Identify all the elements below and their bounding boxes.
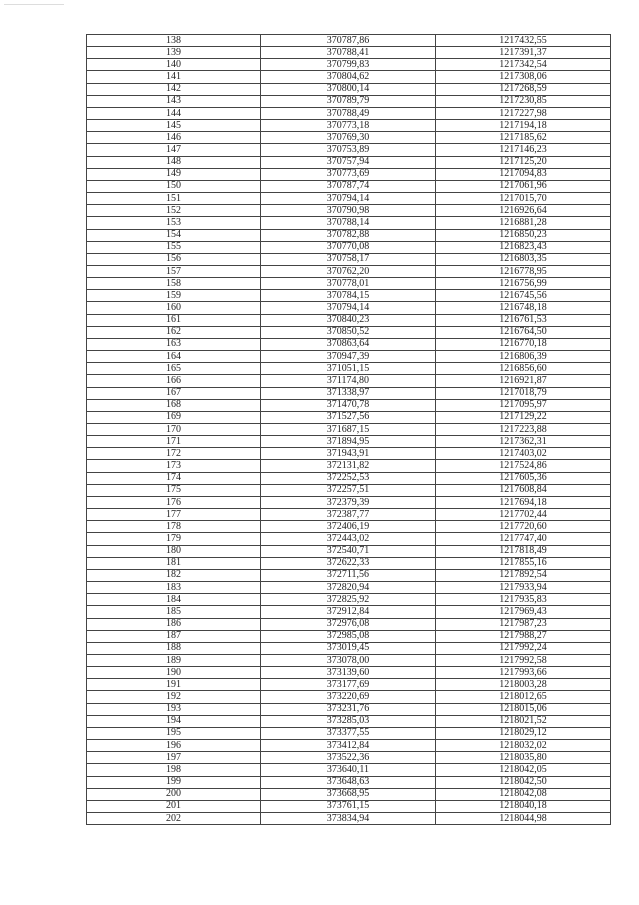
table-row (87, 399, 611, 411)
y-coordinate-cell: 1216748,18 (436, 302, 611, 314)
y-coordinate-cell: 1217892,54 (436, 569, 611, 581)
x-coordinate-cell: 372622,33 (261, 557, 436, 569)
y-coordinate-cell: 1218042,05 (436, 764, 611, 776)
coordinates-table-body (87, 35, 611, 825)
table-row (87, 484, 611, 496)
x-coordinate-cell: 370784,15 (261, 290, 436, 302)
y-coordinate-cell: 1217818,49 (436, 545, 611, 557)
y-coordinate-cell: 1217993,66 (436, 667, 611, 679)
x-coordinate-cell: 372406,19 (261, 521, 436, 533)
x-coordinate-cell: 370850,52 (261, 326, 436, 338)
x-coordinate-cell: 373177,69 (261, 679, 436, 691)
point-number-cell: 166 (87, 375, 261, 387)
x-coordinate-cell: 371338,97 (261, 387, 436, 399)
x-coordinate-cell: 370788,49 (261, 107, 436, 119)
x-coordinate-cell: 370799,83 (261, 59, 436, 71)
table-row (87, 472, 611, 484)
table-row (87, 156, 611, 168)
y-coordinate-cell: 1218012,65 (436, 691, 611, 703)
y-coordinate-cell: 1217018,79 (436, 387, 611, 399)
point-number-cell: 169 (87, 411, 261, 423)
y-coordinate-cell: 1217747,40 (436, 533, 611, 545)
table-row (87, 436, 611, 448)
y-coordinate-cell: 1217185,62 (436, 132, 611, 144)
point-number-cell: 194 (87, 715, 261, 727)
point-number-cell: 150 (87, 180, 261, 192)
x-coordinate-cell: 373668,95 (261, 788, 436, 800)
point-number-cell: 162 (87, 326, 261, 338)
y-coordinate-cell: 1217230,85 (436, 95, 611, 107)
table-row (87, 521, 611, 533)
table-row (87, 314, 611, 326)
point-number-cell: 154 (87, 229, 261, 241)
x-coordinate-cell: 370788,14 (261, 217, 436, 229)
table-row (87, 59, 611, 71)
y-coordinate-cell: 1217125,20 (436, 156, 611, 168)
y-coordinate-cell: 1218042,08 (436, 788, 611, 800)
point-number-cell: 177 (87, 509, 261, 521)
y-coordinate-cell: 1216761,53 (436, 314, 611, 326)
y-coordinate-cell: 1216823,43 (436, 241, 611, 253)
point-number-cell: 140 (87, 59, 261, 71)
y-coordinate-cell: 1216764,50 (436, 326, 611, 338)
x-coordinate-cell: 372976,08 (261, 618, 436, 630)
x-coordinate-cell: 372540,71 (261, 545, 436, 557)
table-row (87, 95, 611, 107)
table-row (87, 545, 611, 557)
y-coordinate-cell: 1218015,06 (436, 703, 611, 715)
x-coordinate-cell: 370800,14 (261, 83, 436, 95)
point-number-cell: 141 (87, 71, 261, 83)
table-row (87, 351, 611, 363)
y-coordinate-cell: 1217094,83 (436, 168, 611, 180)
point-number-cell: 179 (87, 533, 261, 545)
y-coordinate-cell: 1218003,28 (436, 679, 611, 691)
point-number-cell: 139 (87, 47, 261, 59)
table-row (87, 582, 611, 594)
table-row (87, 813, 611, 825)
point-number-cell: 143 (87, 95, 261, 107)
table-row (87, 120, 611, 132)
table-row (87, 229, 611, 241)
table-row (87, 253, 611, 265)
table-row (87, 326, 611, 338)
y-coordinate-cell: 1217988,27 (436, 630, 611, 642)
y-coordinate-cell: 1216745,56 (436, 290, 611, 302)
table-row (87, 557, 611, 569)
x-coordinate-cell: 371051,15 (261, 363, 436, 375)
y-coordinate-cell: 1218042,50 (436, 776, 611, 788)
point-number-cell: 175 (87, 484, 261, 496)
y-coordinate-cell: 1216770,18 (436, 338, 611, 350)
x-coordinate-cell: 371687,15 (261, 424, 436, 436)
point-number-cell: 202 (87, 813, 261, 825)
x-coordinate-cell: 373377,55 (261, 727, 436, 739)
x-coordinate-cell: 373834,94 (261, 813, 436, 825)
point-number-cell: 186 (87, 618, 261, 630)
x-coordinate-cell: 370788,41 (261, 47, 436, 59)
y-coordinate-cell: 1218040,18 (436, 800, 611, 812)
point-number-cell: 165 (87, 363, 261, 375)
table-row (87, 460, 611, 472)
point-number-cell: 192 (87, 691, 261, 703)
x-coordinate-cell: 373220,69 (261, 691, 436, 703)
x-coordinate-cell: 370773,18 (261, 120, 436, 132)
table-row (87, 606, 611, 618)
x-coordinate-cell: 370762,20 (261, 265, 436, 277)
point-number-cell: 189 (87, 654, 261, 666)
x-coordinate-cell: 373412,84 (261, 740, 436, 752)
point-number-cell: 151 (87, 193, 261, 205)
table-row (87, 800, 611, 812)
table-row (87, 83, 611, 95)
table-row (87, 168, 611, 180)
x-coordinate-cell: 370794,14 (261, 193, 436, 205)
y-coordinate-cell: 1217362,31 (436, 436, 611, 448)
table-row (87, 107, 611, 119)
point-number-cell: 180 (87, 545, 261, 557)
table-row (87, 776, 611, 788)
x-coordinate-cell: 370789,79 (261, 95, 436, 107)
table-row (87, 375, 611, 387)
y-coordinate-cell: 1217608,84 (436, 484, 611, 496)
point-number-cell: 184 (87, 594, 261, 606)
y-coordinate-cell: 1216850,23 (436, 229, 611, 241)
table-row (87, 132, 611, 144)
y-coordinate-cell: 1217061,96 (436, 180, 611, 192)
y-coordinate-cell: 1216778,95 (436, 265, 611, 277)
x-coordinate-cell: 370778,01 (261, 278, 436, 290)
coordinates-table (86, 34, 611, 825)
x-coordinate-cell: 370840,23 (261, 314, 436, 326)
table-row (87, 764, 611, 776)
x-coordinate-cell: 372711,56 (261, 569, 436, 581)
table-row (87, 278, 611, 290)
x-coordinate-cell: 370947,39 (261, 351, 436, 363)
point-number-cell: 181 (87, 557, 261, 569)
table-row (87, 740, 611, 752)
point-number-cell: 148 (87, 156, 261, 168)
table-row (87, 654, 611, 666)
y-coordinate-cell: 1216756,99 (436, 278, 611, 290)
point-number-cell: 170 (87, 424, 261, 436)
y-coordinate-cell: 1217308,06 (436, 71, 611, 83)
y-coordinate-cell: 1216856,60 (436, 363, 611, 375)
point-number-cell: 171 (87, 436, 261, 448)
table-row (87, 387, 611, 399)
x-coordinate-cell: 371527,56 (261, 411, 436, 423)
y-coordinate-cell: 1218035,80 (436, 752, 611, 764)
y-coordinate-cell: 1217933,94 (436, 582, 611, 594)
table-row (87, 509, 611, 521)
point-number-cell: 185 (87, 606, 261, 618)
x-coordinate-cell: 370787,86 (261, 35, 436, 47)
table-row (87, 217, 611, 229)
point-number-cell: 157 (87, 265, 261, 277)
table-row (87, 667, 611, 679)
x-coordinate-cell: 373640,11 (261, 764, 436, 776)
x-coordinate-cell: 372387,77 (261, 509, 436, 521)
y-coordinate-cell: 1217855,16 (436, 557, 611, 569)
point-number-cell: 188 (87, 642, 261, 654)
point-number-cell: 187 (87, 630, 261, 642)
point-number-cell: 190 (87, 667, 261, 679)
x-coordinate-cell: 370757,94 (261, 156, 436, 168)
table-row (87, 788, 611, 800)
point-number-cell: 200 (87, 788, 261, 800)
x-coordinate-cell: 370782,88 (261, 229, 436, 241)
table-row (87, 35, 611, 47)
x-coordinate-cell: 371943,91 (261, 448, 436, 460)
table-row (87, 363, 611, 375)
table-row (87, 193, 611, 205)
point-number-cell: 155 (87, 241, 261, 253)
y-coordinate-cell: 1217720,60 (436, 521, 611, 533)
y-coordinate-cell: 1217194,18 (436, 120, 611, 132)
point-number-cell: 193 (87, 703, 261, 715)
x-coordinate-cell: 373139,60 (261, 667, 436, 679)
x-coordinate-cell: 370790,98 (261, 205, 436, 217)
x-coordinate-cell: 373648,63 (261, 776, 436, 788)
x-coordinate-cell: 372252,53 (261, 472, 436, 484)
x-coordinate-cell: 372131,82 (261, 460, 436, 472)
table-row (87, 265, 611, 277)
point-number-cell: 163 (87, 338, 261, 350)
point-number-cell: 149 (87, 168, 261, 180)
table-row (87, 752, 611, 764)
point-number-cell: 147 (87, 144, 261, 156)
y-coordinate-cell: 1216926,64 (436, 205, 611, 217)
y-coordinate-cell: 1217223,88 (436, 424, 611, 436)
table-row (87, 448, 611, 460)
x-coordinate-cell: 370794,14 (261, 302, 436, 314)
table-row (87, 180, 611, 192)
point-number-cell: 195 (87, 727, 261, 739)
x-coordinate-cell: 372443,02 (261, 533, 436, 545)
point-number-cell: 174 (87, 472, 261, 484)
point-number-cell: 146 (87, 132, 261, 144)
point-number-cell: 145 (87, 120, 261, 132)
y-coordinate-cell: 1216806,39 (436, 351, 611, 363)
x-coordinate-cell: 371894,95 (261, 436, 436, 448)
x-coordinate-cell: 373019,45 (261, 642, 436, 654)
y-coordinate-cell: 1217129,22 (436, 411, 611, 423)
point-number-cell: 144 (87, 107, 261, 119)
point-number-cell: 142 (87, 83, 261, 95)
point-number-cell: 160 (87, 302, 261, 314)
point-number-cell: 182 (87, 569, 261, 581)
y-coordinate-cell: 1218029,12 (436, 727, 611, 739)
table-row (87, 594, 611, 606)
x-coordinate-cell: 370863,64 (261, 338, 436, 350)
y-coordinate-cell: 1217987,23 (436, 618, 611, 630)
y-coordinate-cell: 1217268,59 (436, 83, 611, 95)
table-row (87, 533, 611, 545)
x-coordinate-cell: 373078,00 (261, 654, 436, 666)
table-row (87, 411, 611, 423)
x-coordinate-cell: 372825,92 (261, 594, 436, 606)
y-coordinate-cell: 1216803,35 (436, 253, 611, 265)
x-coordinate-cell: 370770,08 (261, 241, 436, 253)
table-row (87, 290, 611, 302)
table-row (87, 618, 611, 630)
x-coordinate-cell: 370787,74 (261, 180, 436, 192)
x-coordinate-cell: 372820,94 (261, 582, 436, 594)
table-row (87, 424, 611, 436)
y-coordinate-cell: 1217403,02 (436, 448, 611, 460)
point-number-cell: 183 (87, 582, 261, 594)
table-row (87, 47, 611, 59)
y-coordinate-cell: 1216921,87 (436, 375, 611, 387)
scan-artifact (4, 4, 64, 5)
table-row (87, 241, 611, 253)
y-coordinate-cell: 1217432,55 (436, 35, 611, 47)
point-number-cell: 176 (87, 496, 261, 508)
table-row (87, 630, 611, 642)
y-coordinate-cell: 1218044,98 (436, 813, 611, 825)
point-number-cell: 159 (87, 290, 261, 302)
y-coordinate-cell: 1218021,52 (436, 715, 611, 727)
y-coordinate-cell: 1217227,98 (436, 107, 611, 119)
point-number-cell: 168 (87, 399, 261, 411)
x-coordinate-cell: 371174,80 (261, 375, 436, 387)
table-row (87, 679, 611, 691)
table-row (87, 691, 611, 703)
table-row (87, 71, 611, 83)
point-number-cell: 161 (87, 314, 261, 326)
y-coordinate-cell: 1218032,02 (436, 740, 611, 752)
point-number-cell: 198 (87, 764, 261, 776)
x-coordinate-cell: 373231,76 (261, 703, 436, 715)
point-number-cell: 173 (87, 460, 261, 472)
x-coordinate-cell: 373761,15 (261, 800, 436, 812)
point-number-cell: 138 (87, 35, 261, 47)
x-coordinate-cell: 371470,78 (261, 399, 436, 411)
point-number-cell: 199 (87, 776, 261, 788)
y-coordinate-cell: 1217992,58 (436, 654, 611, 666)
y-coordinate-cell: 1217524,86 (436, 460, 611, 472)
point-number-cell: 191 (87, 679, 261, 691)
point-number-cell: 153 (87, 217, 261, 229)
point-number-cell: 178 (87, 521, 261, 533)
y-coordinate-cell: 1217391,37 (436, 47, 611, 59)
x-coordinate-cell: 370758,17 (261, 253, 436, 265)
y-coordinate-cell: 1217605,36 (436, 472, 611, 484)
y-coordinate-cell: 1216881,28 (436, 217, 611, 229)
y-coordinate-cell: 1217342,54 (436, 59, 611, 71)
x-coordinate-cell: 372379,39 (261, 496, 436, 508)
table-row (87, 569, 611, 581)
point-number-cell: 156 (87, 253, 261, 265)
table-row (87, 302, 611, 314)
point-number-cell: 152 (87, 205, 261, 217)
table-row (87, 642, 611, 654)
x-coordinate-cell: 373285,03 (261, 715, 436, 727)
y-coordinate-cell: 1217015,70 (436, 193, 611, 205)
y-coordinate-cell: 1217992,24 (436, 642, 611, 654)
x-coordinate-cell: 370804,62 (261, 71, 436, 83)
y-coordinate-cell: 1217095,97 (436, 399, 611, 411)
x-coordinate-cell: 372985,08 (261, 630, 436, 642)
x-coordinate-cell: 373522,36 (261, 752, 436, 764)
table-row (87, 715, 611, 727)
table-row (87, 496, 611, 508)
table-row (87, 144, 611, 156)
point-number-cell: 172 (87, 448, 261, 460)
point-number-cell: 167 (87, 387, 261, 399)
point-number-cell: 201 (87, 800, 261, 812)
point-number-cell: 196 (87, 740, 261, 752)
table-row (87, 205, 611, 217)
x-coordinate-cell: 370769,30 (261, 132, 436, 144)
point-number-cell: 158 (87, 278, 261, 290)
table-row (87, 338, 611, 350)
y-coordinate-cell: 1217702,44 (436, 509, 611, 521)
x-coordinate-cell: 372912,84 (261, 606, 436, 618)
y-coordinate-cell: 1217935,83 (436, 594, 611, 606)
y-coordinate-cell: 1217694,18 (436, 496, 611, 508)
point-number-cell: 164 (87, 351, 261, 363)
x-coordinate-cell: 372257,51 (261, 484, 436, 496)
y-coordinate-cell: 1217969,43 (436, 606, 611, 618)
x-coordinate-cell: 370773,69 (261, 168, 436, 180)
point-number-cell: 197 (87, 752, 261, 764)
y-coordinate-cell: 1217146,23 (436, 144, 611, 156)
table-row (87, 703, 611, 715)
table-row (87, 727, 611, 739)
x-coordinate-cell: 370753,89 (261, 144, 436, 156)
